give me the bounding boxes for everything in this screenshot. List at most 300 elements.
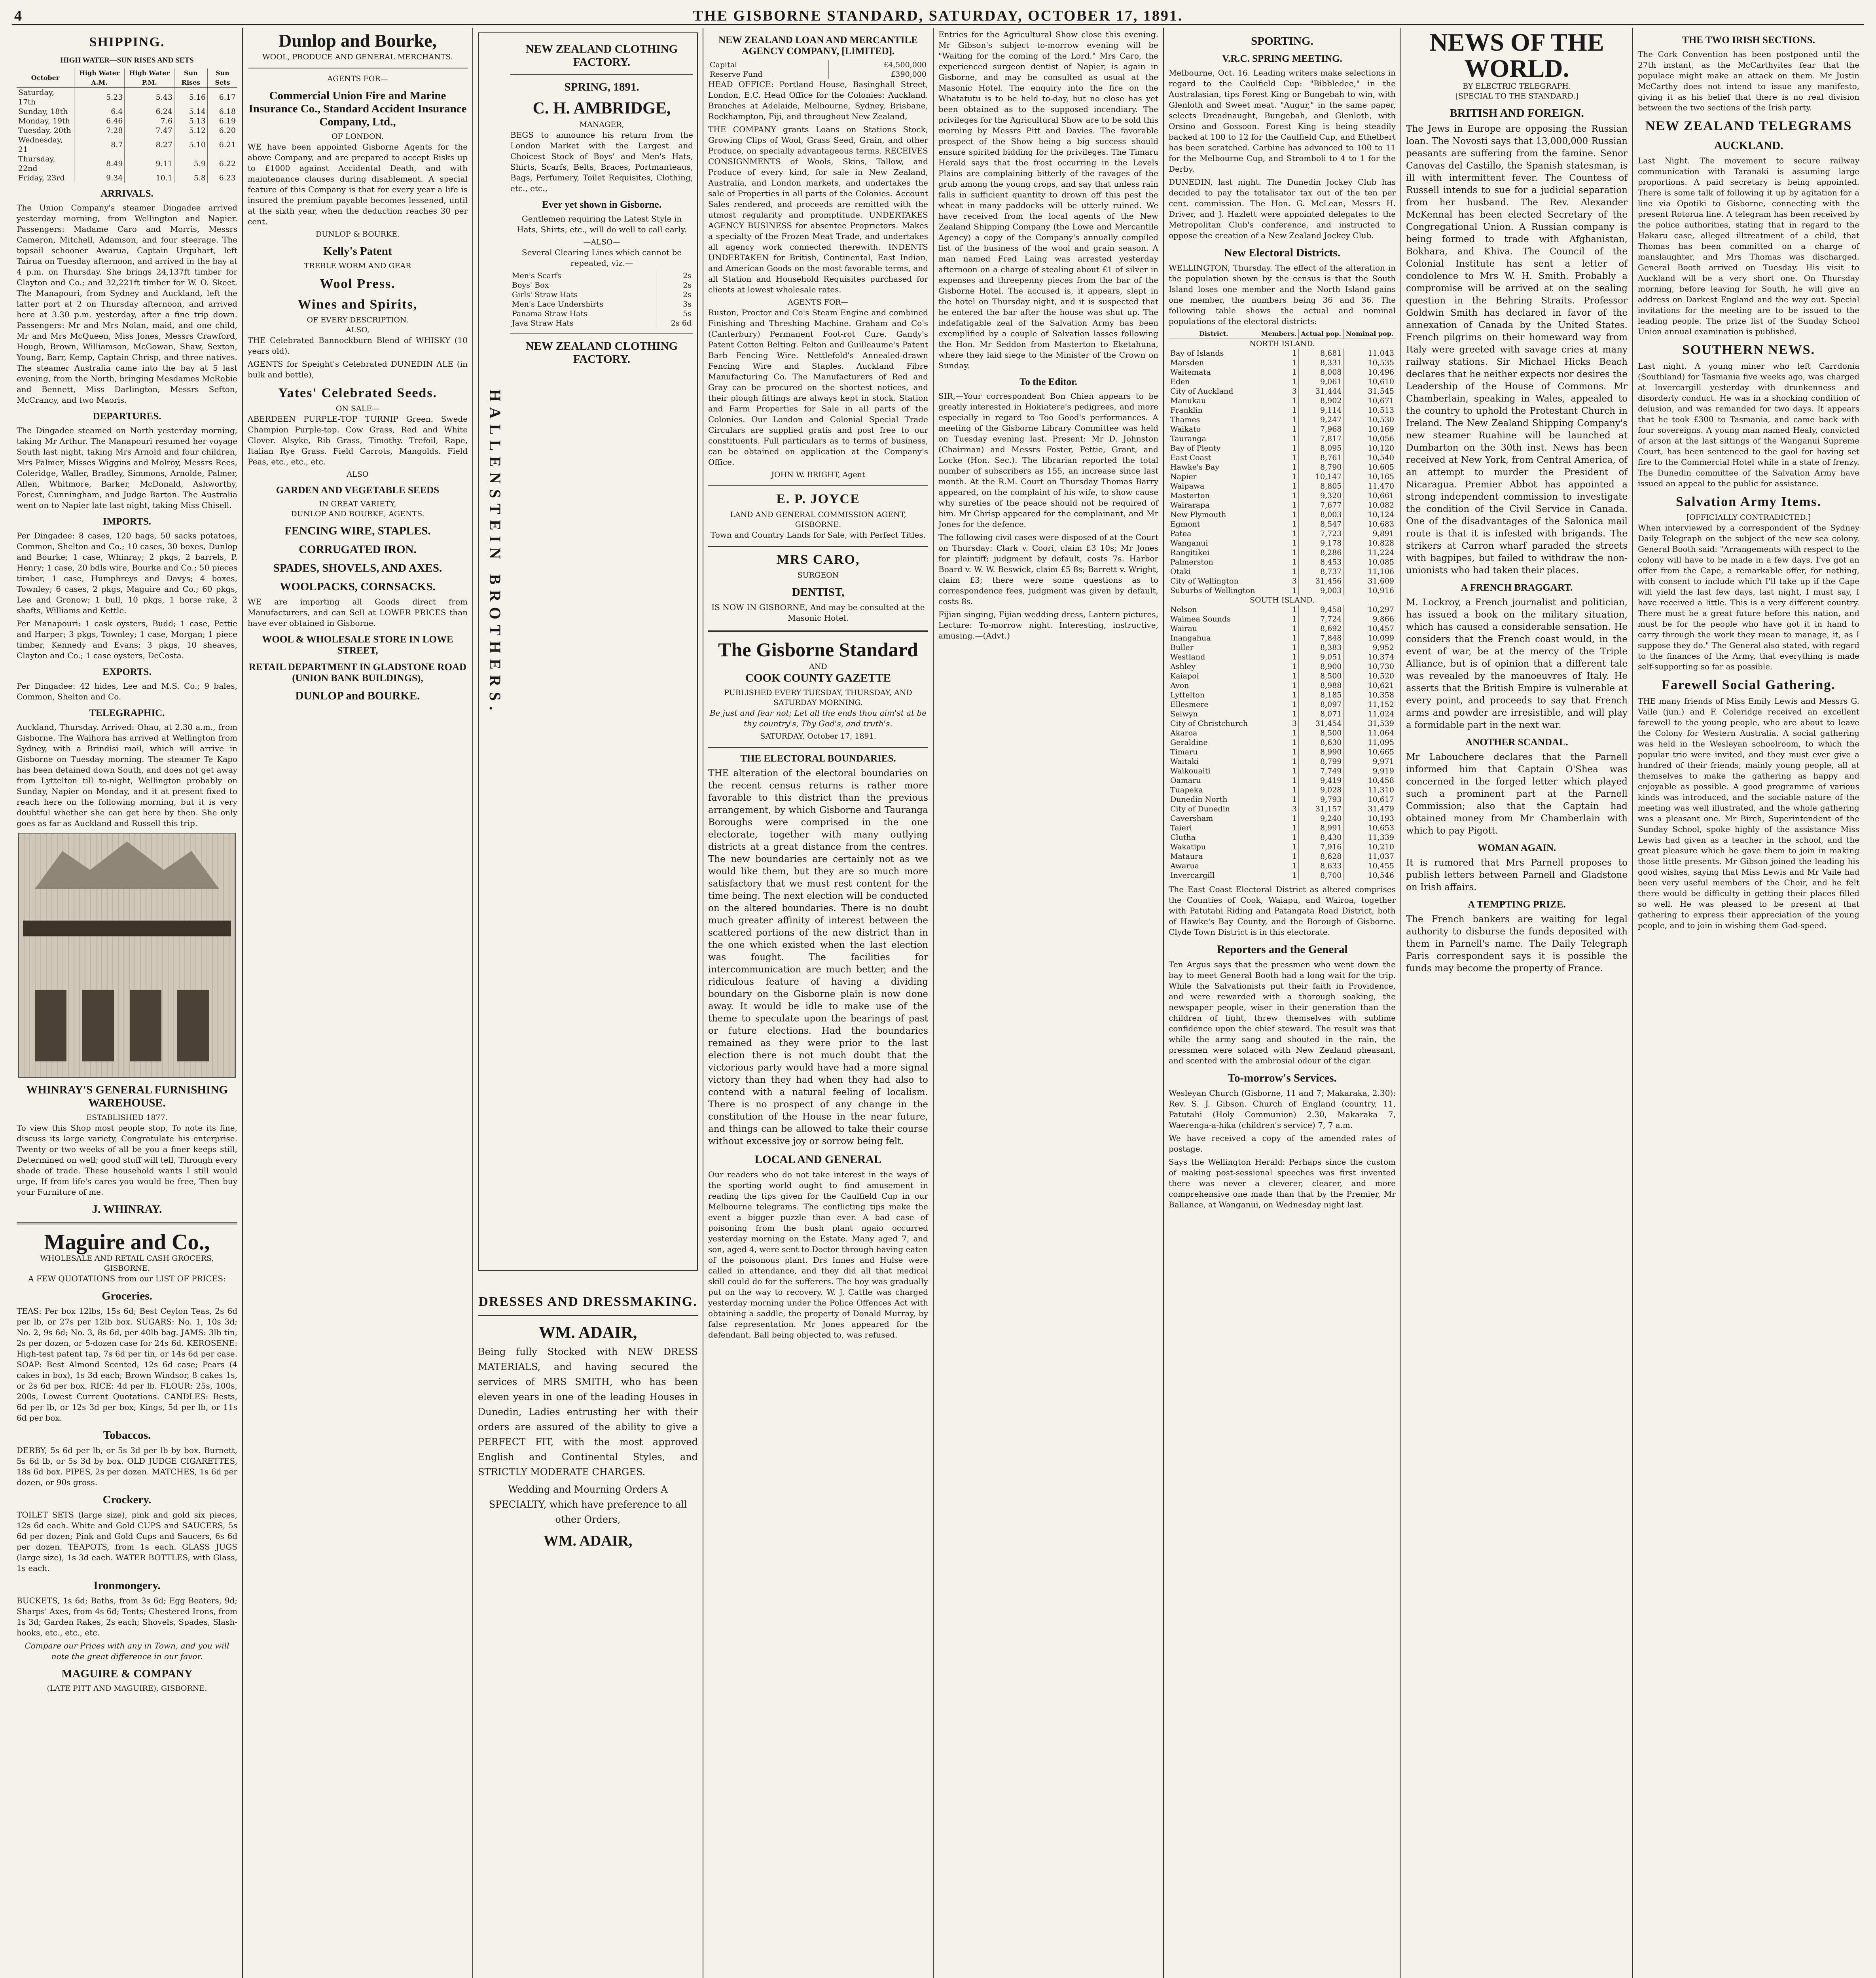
ambridge-text: BEGS to announce his return from the London Market with the Largest and Choicest Stock of Boys' and Men's Hats, Shirts, Scarfs, Belts, Braces, Portmanteaus, Bags, Perfumery, Toilet Requisites, Clothing, etc., etc., xyxy=(510,130,693,193)
table-cell: 10,916 xyxy=(1368,586,1394,595)
nz-telegrams-heading: NEW ZEALAND TELEGRAMS xyxy=(1645,119,1852,133)
table-cell: 5.10 xyxy=(174,135,207,154)
table-cell: 8,071 xyxy=(1299,709,1344,719)
table-cell: 1 xyxy=(1259,472,1298,481)
farewell-heading: Farewell Social Gathering. xyxy=(1662,678,1836,692)
corrugated-heading: CORRUGATED IRON. xyxy=(299,543,417,556)
column-3 xyxy=(472,28,703,1978)
table-cell: 9,320 xyxy=(1299,491,1344,500)
table-cell: 8,902 xyxy=(1299,396,1344,405)
table-cell: 1 xyxy=(1259,462,1298,472)
table-cell: Waimea Sounds xyxy=(1169,614,1259,624)
table-row xyxy=(17,135,237,154)
published-line: PUBLISHED EVERY TUESDAY, THURSDAY, AND SATURDAY MORNING. xyxy=(724,688,912,707)
table-cell: 1 xyxy=(1259,434,1298,443)
table-cell: 5.9 xyxy=(174,154,207,173)
agents-for-label: AGENTS FOR— xyxy=(788,298,849,307)
table-cell: 10,617 xyxy=(1368,795,1394,804)
table-cell: 2s xyxy=(683,281,692,290)
table-row xyxy=(17,126,237,135)
table-row xyxy=(1169,424,1396,434)
table-cell: 10,099 xyxy=(1368,634,1394,642)
by-telegraph: BY ELECTRIC TELEGRAPH. xyxy=(1463,82,1571,91)
maguire-heading: Maguire and Co., xyxy=(44,1230,210,1254)
table-cell: 8,500 xyxy=(1299,671,1344,681)
table-cell: 1 xyxy=(1259,605,1298,614)
wines-subheading: OF EVERY DESCRIPTION. xyxy=(307,316,409,324)
table-row xyxy=(510,299,693,309)
table-cell: City of Christchurch xyxy=(1169,719,1259,728)
whisky-text: THE Celebrated Bannockburn Blend of WHISKY (10 years old). xyxy=(248,335,468,356)
table-cell: 10,455 xyxy=(1368,862,1394,870)
to-editor-heading: To the Editor. xyxy=(1019,377,1078,387)
table-cell: 9,891 xyxy=(1372,529,1394,538)
compare-note: Compare our Prices with any in Town, and you will note the great difference in our favor. xyxy=(25,1641,229,1661)
wellington-herald-text: Says the Wellington Herald: Perhaps since the custom of making post-sessional speeches was first invented there was never a cleverer, clearer, and more comprehensive one made than that by the Premier, Mr Ballance, at Wanganui, on Wednesday night last. xyxy=(1169,1157,1396,1209)
table-row xyxy=(1169,842,1396,852)
table-row xyxy=(1169,576,1396,586)
seeds-text: ABERDEEN PURPLE-TOP TURNIP Green. Swede Champion Purple-top. Cow Grass, Red and White Clover. Alsyke, Rib Grass, Timothy. Trefoil, Rape, Italian Rye Grass. Field Carrots, Mangolds. Field Peas, etc., etc., etc. xyxy=(248,414,468,466)
table-cell: 6.20 xyxy=(219,126,236,135)
commercial-union-heading: Commercial Union Fire and Marine Insurance Co., Standard Accident Insurance Company, Ltd., xyxy=(248,89,467,128)
tide-header-cell: High Water A.M. xyxy=(74,68,125,88)
table-cell: 10,730 xyxy=(1368,662,1394,671)
arrivals-heading: ARRIVALS. xyxy=(100,188,153,199)
table-cell: Palmerston xyxy=(1169,557,1259,567)
importing-text: WE are importing all Goods direct from Manufacturers, and can Sell at LOWER PRICES than have ever obtained in Gisborne. xyxy=(248,597,468,628)
table-cell: Napier xyxy=(1169,472,1259,481)
table-row xyxy=(1169,652,1396,662)
exports-text: Per Dingadee: 42 hides, Lee and M.S. Co.; 9 bales, Common, Shelton and Co. xyxy=(17,681,237,701)
table-cell: 10,120 xyxy=(1368,444,1394,453)
table-cell: 8,633 xyxy=(1299,861,1344,871)
table-cell: Franklin xyxy=(1169,405,1259,415)
services-text: Wesleyan Church (Gisborne, 11 and 7; Makaraka, 2.30): Rev. S. J. Gibson. Church of England (country, 11, Patutahi (Holy Communion) 2.30, Makaraka 7, Waerenga-a-hika (children's service) 7, 7 a.m. xyxy=(1169,1088,1396,1130)
table-cell: 1 xyxy=(1259,548,1298,557)
table-row xyxy=(1169,871,1396,880)
table-cell: 5.23 xyxy=(74,88,125,107)
table-row xyxy=(1169,538,1396,548)
table-cell: 10,665 xyxy=(1368,748,1394,756)
table-cell: 3 xyxy=(1259,719,1298,728)
column-4 xyxy=(703,28,933,1978)
table-cell: Caversham xyxy=(1169,814,1259,823)
table-cell: 10,297 xyxy=(1368,605,1394,614)
table-row xyxy=(17,173,237,183)
table-cell: Bay of Plenty xyxy=(1169,443,1259,453)
table-cell: 11,310 xyxy=(1368,786,1394,794)
table-cell: 8,692 xyxy=(1299,624,1344,633)
table-cell: 11,024 xyxy=(1368,710,1394,718)
table-cell: Friday, 23rd xyxy=(17,173,74,183)
table-row xyxy=(510,309,693,318)
table-cell: 1 xyxy=(1259,481,1298,491)
table-row xyxy=(1169,833,1396,842)
fiji-notice: Fijian singing, Fijian wedding dress, Lantern pictures, Lecture: To-morrow night. Interesting, instructive, amusing.—(Advt.) xyxy=(938,610,1158,640)
table-cell: 1 xyxy=(1259,738,1298,747)
retail-dept-heading: RETAIL DEPARTMENT IN GLADSTONE ROAD (UNION BANK BUILDINGS), xyxy=(248,662,467,684)
table-cell: Waikouaiti xyxy=(1169,766,1259,776)
table-row xyxy=(1169,852,1396,861)
table-row xyxy=(510,271,693,280)
tobaccos-text: DERBY, 5s 6d per lb, or 5s 3d per lb by box. Burnett, 5s 6d lb, or 5s 3d by box. OLD JUDGE CIGARETTES, 18s 6d box. PIPES, 2s per dozen. MATCHES, 1s 6d per dozen, or 90s gross. xyxy=(17,1446,237,1487)
table-cell: 5.8 xyxy=(174,173,207,183)
maguire-intro: A FEW QUOTATIONS from our LIST OF PRICES: xyxy=(28,1274,226,1283)
table-cell: 8,185 xyxy=(1299,690,1344,700)
table-cell: 10,374 xyxy=(1368,653,1394,661)
table-row xyxy=(1169,766,1396,776)
table-row xyxy=(1169,548,1396,557)
table-cell: 8,628 xyxy=(1299,852,1344,861)
column-7 xyxy=(1400,28,1632,1978)
table-cell: Rangitikei xyxy=(1169,548,1259,557)
table-cell: Eden xyxy=(1169,377,1259,387)
table-cell: 9,061 xyxy=(1299,377,1344,387)
southern-news-text: Last night. A young miner who left Carrdonia (Southland) for Tasmania five weeks ago, was charged at Invercargill yesterday with drunkenness and disorderly conduct. He was in a shocking condition of delusion, and was remanded for two days. It appears that he took £300 to Tasmania, and came back with four sovereigns. A young man named Healy, convicted of arson at the last sittings of the Wanganui Supreme Court, has been sentenced to the gaol for having set fire to the Commercial Hotel while in a state of frenzy. The Dunedin committee of the Salvation Army have issued an appeal to the public for assistance. xyxy=(1638,361,1859,488)
table-cell: 1 xyxy=(1259,519,1298,529)
telegraphic-text: Auckland, Thursday. Arrived: Ohau, at 2.30 a.m., from Gisborne. The Waihora has arrived at Wellington from Sydney, with a Brindisi mail, which will arrive in Gisborne on Tuesday morning. The steamer Te Kapo has been detained down South, and does not get away from Lyttelton till to-night, Wellington probably on Sunday, Napier on Monday, and it at present fixed to reach here on the following morning, but it is very doubtful whether she can get here by then. She only goes as far as Auckland and Russell this trip. xyxy=(17,722,237,828)
table-cell: 10,605 xyxy=(1368,463,1394,472)
table-cell: 10,540 xyxy=(1368,453,1394,462)
table-cell: 10,530 xyxy=(1368,415,1394,424)
table-cell: 6.4 xyxy=(74,107,125,116)
table-cell: 11,106 xyxy=(1368,567,1394,576)
tide-header-cell: Sun Rises xyxy=(174,68,207,88)
table-row xyxy=(1169,462,1396,472)
clearing-price-list xyxy=(510,271,693,328)
vrc-heading: V.R.C. SPRING MEETING. xyxy=(1222,53,1342,64)
table-cell: 2s 6d xyxy=(671,319,692,328)
table-cell: 9,003 xyxy=(1299,586,1344,595)
table-row xyxy=(17,88,237,107)
exports-heading: EXPORTS. xyxy=(102,667,152,677)
table-cell: 1 xyxy=(1259,861,1298,871)
table-cell: City of Dunedin xyxy=(1169,804,1259,814)
whinray-established: ESTABLISHED 1877. xyxy=(86,1113,168,1122)
table-cell: Boys' Box xyxy=(510,280,656,290)
table-cell: Wanganui xyxy=(1169,538,1259,548)
table-cell: 31,157 xyxy=(1299,804,1344,814)
table-cell: 9.11 xyxy=(125,154,174,173)
woman-again-text: It is rumored that Mrs Parnell proposes to publish letters between Parnell and Gladstone on Irish affairs. xyxy=(1406,858,1628,892)
table-cell: 8,286 xyxy=(1299,548,1344,557)
salvation-army-heading: Salvation Army Items. xyxy=(1676,494,1821,509)
table-cell: 1 xyxy=(1259,453,1298,462)
table-row xyxy=(1169,614,1396,624)
table-row xyxy=(1169,358,1396,368)
local-notices-text: Entries for the Agricultural Show close this evening. Mr Gibson's subject to-morrow evening will be "Waiting for the coming of the Lord." Mrs Caro, the experienced surgeon dentist of Napier, is again in Gisborne, and may be consulted as usual at the Masonic Hotel. The enquiry into the fire on the Whatatutu is to be held to-day, but no close has yet been obtained as to the supposed incendiary. The privileges for the Agricultural Show are to be sold this morning by Messrs Pitt and Davies. The favorable prospect of the Show being a big success should ensure spirited bidding for the privileges. The Timaru Herald says that the frost occurring in the Levels Plains are complaining bitterly of the ravages of the grub among the young crops, and say that unless rain falls in sufficient quantity to drown off this pest the wheat in many paddocks will be utterly ruined. We have received from the local agents of the New Zealand Shipping Company (the Lowe and Mercantile Agency) a copy of the Company's annually compiled list of the business of the wool and grain season. A man named Fred Laing was arrested yesterday afternoon on a charge of stealing about £1 of silver in expenses and threepenny pieces from the bar of the Gisborne Hotel. The accused is, it appears, slept in the hotel on Thursday night, and it is suspected that he entered the bar after the house was shut up. The indefatigable zeal of the Salvation Army has been exemplified by a couple of Salvation lasses following the Hon. Mr Seddon from Masterton to Eketahuna, where they laid siege to the Minister of the Crown on Sunday. xyxy=(938,30,1158,370)
table-cell: 7,723 xyxy=(1299,529,1344,538)
table-cell: Otaki xyxy=(1169,567,1259,576)
adair-signature: WM. ADAIR, xyxy=(543,1533,633,1549)
table-cell: 7,724 xyxy=(1299,614,1344,624)
table-cell: 6.21 xyxy=(219,140,236,149)
table-cell: 9,419 xyxy=(1299,776,1344,785)
local-general-heading: LOCAL AND GENERAL xyxy=(754,1153,882,1166)
table-cell: 10,653 xyxy=(1368,824,1394,832)
table-row xyxy=(1169,519,1396,529)
table-cell: 10,513 xyxy=(1368,406,1394,415)
special-to-standard: [SPECIAL TO THE STANDARD.] xyxy=(1455,92,1578,100)
tide-table xyxy=(17,68,237,183)
page-title: THE GISBORNE STANDARD, SATURDAY, OCTOBER 17, 1891. xyxy=(693,8,1183,24)
table-cell: 11,470 xyxy=(1368,482,1394,491)
also-label: ALSO, xyxy=(346,326,370,334)
table-row xyxy=(510,280,693,290)
page-number: 4 xyxy=(14,8,22,24)
table-cell: 7,749 xyxy=(1299,766,1344,776)
vertical-hallenstein-label: HALLENSTEIN BROTHERS. xyxy=(486,389,504,716)
table-cell: 5s xyxy=(683,309,692,318)
table-cell: 1 xyxy=(1259,785,1298,795)
table-row xyxy=(1169,415,1396,424)
new-electoral-heading: New Electoral Districts. xyxy=(1224,246,1340,259)
table-cell: 8.49 xyxy=(74,154,125,173)
table-cell: Bay of Islands xyxy=(1169,349,1259,358)
table-cell: Ashley xyxy=(1169,662,1259,671)
table-cell: 10,165 xyxy=(1368,472,1394,481)
table-row xyxy=(1169,814,1396,823)
table-cell: 1 xyxy=(1259,415,1298,424)
column-8 xyxy=(1632,28,1864,1978)
table-cell: 10,358 xyxy=(1368,691,1394,699)
table-cell: 10,124 xyxy=(1368,510,1394,519)
table-row xyxy=(1169,633,1396,643)
caro-text: IS NOW IN GISBORNE, And may be consulted at the Masonic Hotel. xyxy=(711,602,925,623)
table-cell: 31,456 xyxy=(1299,576,1344,586)
table-cell: 7,916 xyxy=(1299,842,1344,852)
table-cell: 1 xyxy=(1259,624,1298,633)
table-cell: 1 xyxy=(1259,557,1298,567)
vrc-text: Melbourne, Oct. 16. Leading writers make selections in regard to the Caulfield Cup: "Bibbledee," in the Australasian, tips Forest King or Bungebah to win, with Glenloth and Sweet meat. "Augur," in the same paper, selects Dreadnaught, Bungebah, and Glenloth, with Orsino and Gossoon. Forest King is being steadily backed at 100 to 12 for the Caulfield Cup, and Ethelbert has been scratched. Carbine has advanced to 100 to 11 for the Melbourne Cup, and Stromboli to 4 to 1 for the Derby. xyxy=(1169,68,1396,174)
table-cell: 7,677 xyxy=(1299,500,1344,510)
table-cell: Capital xyxy=(708,60,828,70)
table-cell: 1 xyxy=(1259,833,1298,842)
column-6 xyxy=(1163,28,1400,1978)
table-cell: 1 xyxy=(1259,795,1298,804)
table-row xyxy=(708,60,928,70)
french-braggart-heading: A FRENCH BRAGGART. xyxy=(1461,582,1573,593)
table-cell: Avon xyxy=(1169,681,1259,690)
table-row xyxy=(1169,453,1396,462)
table-cell: 8,500 xyxy=(1299,728,1344,738)
table-cell: 3 xyxy=(1259,387,1298,396)
table-cell: 1 xyxy=(1259,662,1298,671)
to-editor-text: SIR,—Your correspondent Bon Chien appears to be greatly interested in Hokiatere's pedigrees, and more especially in regard to Too Good's performances. A meeting of the Gisborne Library Committee was held on Tuesday evening last. Present: Mr D. Johnston (Chairman) and Messrs Foster, Pettie, Grant, and Locke (Hon. Sec.). The librarian reported the total number of subscribers as 155, an increase since last month. At the R.M. Court on Thursday Thomas Barry appeared, on the complaint of his wife, to show cause why sureties of the peace should not be required of him. Mr Chrisp appeared for the complainant, and Mr Jones for the defence. xyxy=(938,391,1158,529)
table-cell: 6.17 xyxy=(219,93,236,102)
table-cell: Wairau xyxy=(1169,624,1259,633)
table-cell: 1 xyxy=(1259,643,1298,652)
ambridge-ever: Ever yet shown in Gisborne. xyxy=(542,199,661,210)
table-cell: 10,610 xyxy=(1368,377,1394,386)
spades-heading: SPADES, SHOVELS, AND AXES. xyxy=(273,562,442,574)
auckland-heading: AUCKLAND. xyxy=(1714,139,1783,152)
table-cell: 8,453 xyxy=(1299,557,1344,567)
whinray-heading: WHINRAY'S GENERAL FURNISHING WAREHOUSE. xyxy=(26,1084,228,1109)
adair-wedding: Wedding and Mourning Orders A SPECIALTY, which have preference to all other Orders, xyxy=(489,1484,687,1525)
table-cell: Lyttelton xyxy=(1169,690,1259,700)
another-scandal-heading: ANOTHER SCANDAL. xyxy=(1465,737,1568,748)
table-cell: 1 xyxy=(1259,424,1298,434)
table-row xyxy=(1169,861,1396,871)
table-cell: 6.23 xyxy=(219,174,236,182)
table-cell: 10,147 xyxy=(1299,472,1344,481)
bright-signature: JOHN W. BRIGHT, Agent xyxy=(771,470,865,479)
table-cell: 8,805 xyxy=(1299,481,1344,491)
table-cell: 11,339 xyxy=(1368,833,1394,842)
table-cell: 10,169 xyxy=(1368,425,1394,434)
table-row xyxy=(1169,396,1396,405)
electorate-header-cell: District. xyxy=(1169,329,1259,339)
table-cell: Monday, 19th xyxy=(17,116,74,126)
electoral-boundaries-heading: THE ELECTORAL BOUNDARIES. xyxy=(740,753,896,764)
imports-text-2: Per Manapouri: 1 cask oysters, Budd; 1 case, Pettie and Harper; 3 pkgs, Townley; 1 case, Morgan; 1 piece timber, Kennedy and Evans; 3 pkgs, 10 sheaves, Clayton and Co.; 1 case oysters, DeCosta. xyxy=(17,619,237,660)
table-cell: 1 xyxy=(1259,700,1298,709)
tide-header-cell: High Water P.M. xyxy=(125,68,174,88)
table-cell: 10,661 xyxy=(1368,491,1394,500)
dunlop-bourke-agents: DUNLOP AND BOURKE, AGENTS. xyxy=(291,510,424,518)
table-cell: Geraldine xyxy=(1169,738,1259,747)
table-cell: 9,952 xyxy=(1372,643,1394,652)
table-cell: 1 xyxy=(1259,842,1298,852)
table-cell: 1 xyxy=(1259,368,1298,377)
ambridge-manager: MANAGER, xyxy=(579,120,624,129)
table-cell: 10,210 xyxy=(1368,843,1394,851)
table-cell: 8,383 xyxy=(1299,643,1344,652)
table-cell: Waipawa xyxy=(1169,481,1259,491)
table-row xyxy=(1169,709,1396,719)
dunlop-bourke-subheading: WOOL, PRODUCE AND GENERAL MERCHANTS. xyxy=(262,53,453,61)
table-cell: Masterton xyxy=(1169,491,1259,500)
table-cell: 8,988 xyxy=(1299,681,1344,690)
table-cell: 1 xyxy=(1259,823,1298,833)
of-london: OF LONDON. xyxy=(332,132,384,141)
table-cell: 8,003 xyxy=(1299,510,1344,519)
table-row xyxy=(1169,481,1396,491)
on-sale-label: ON SALE— xyxy=(335,404,380,413)
table-cell: 9,866 xyxy=(1372,615,1394,623)
table-cell: 31,444 xyxy=(1299,387,1344,396)
ambridge-clearing: Several Clearing Lines which cannot be repeated, viz.— xyxy=(521,248,682,268)
table-cell: 9,240 xyxy=(1299,814,1344,823)
table-cell: 11,224 xyxy=(1368,548,1394,557)
masthead xyxy=(12,6,1864,25)
fencing-heading: FENCING WIRE, STAPLES. xyxy=(284,525,431,537)
table-cell: 31,539 xyxy=(1368,719,1394,728)
tempting-prize-text: The French bankers are waiting for legal authority to disburse the funds deposited with them in Parnell's name. The Daily Telegraph Paris correspondent says it is possible the funds may become the property of France. xyxy=(1406,914,1628,974)
imports-heading: IMPORTS. xyxy=(102,516,152,527)
joyce-subheading: LAND AND GENERAL COMMISSION AGENT, GISBORNE. xyxy=(730,510,906,529)
table-cell: Mataura xyxy=(1169,852,1259,861)
wool-press-heading: Wool Press. xyxy=(320,277,396,291)
ambridge-gentlemen: Gentlemen requiring the Latest Style in Hats, Shirts, etc., will do well to call early. xyxy=(517,214,687,234)
shipping-heading: SHIPPING. xyxy=(89,35,165,49)
table-cell: Hawke's Bay xyxy=(1169,462,1259,472)
table-cell: 8,331 xyxy=(1299,358,1344,368)
table-row xyxy=(1169,349,1396,358)
table-cell: Westland xyxy=(1169,652,1259,662)
table-cell: 8,095 xyxy=(1299,443,1344,453)
table-row xyxy=(510,290,693,299)
table-cell: 10,671 xyxy=(1368,396,1394,405)
table-cell: Waikato xyxy=(1169,424,1259,434)
table-cell: 2s xyxy=(683,271,692,280)
table-row xyxy=(1169,510,1396,519)
agents-label: AGENTS FOR— xyxy=(327,74,388,83)
table-cell: Tauranga xyxy=(1169,434,1259,443)
groceries-heading: Groceries. xyxy=(102,1290,152,1302)
table-cell: 10,193 xyxy=(1368,814,1394,823)
adair-heading: WM. ADAIR, xyxy=(538,1324,637,1342)
table-cell: 7.6 xyxy=(125,116,174,126)
tobaccos-heading: Tobaccos. xyxy=(103,1429,151,1442)
table-cell: Clutha xyxy=(1169,833,1259,842)
table-cell: 10,828 xyxy=(1368,539,1394,548)
dunlop-bourke-heading: Dunlop and Bourke, xyxy=(278,30,437,51)
spring-label: SPRING, 1891. xyxy=(564,81,639,93)
table-row xyxy=(1169,690,1396,700)
table-row xyxy=(1169,728,1396,738)
table-cell: 1 xyxy=(1259,500,1298,510)
services-heading: To-morrow's Services. xyxy=(1228,1072,1337,1084)
table-cell: Oamaru xyxy=(1169,776,1259,785)
whinray-signature: J. WHINRAY. xyxy=(92,1203,162,1216)
table-row xyxy=(1169,472,1396,481)
imports-text: Per Dingadee: 8 cases, 120 bags, 50 sacks potatoes, Common, Shelton and Co.; 10 cases, 30 boxes, Dunlop and Bourke; 1 case, Whinray; 2 pkgs, 2 barrels, P. Henry; 1 case, 20 bdls wire, Bourke and Co.; 50 pieces timber, 1 case, Humphreys and Davys; 4 boxes, Townley; 6 cases, 2 pkgs, Maguire and Co.; 60 pkgs, Lee and Gronow; 1 bull, 10 pkgs, 1 horse rake, 2 shafts, Williams and Kettle. xyxy=(17,531,237,615)
table-cell: 8,630 xyxy=(1299,738,1344,747)
table-row xyxy=(1169,681,1396,690)
electorate-header-cell: Members. xyxy=(1259,329,1298,339)
table-row xyxy=(1169,387,1396,396)
table-cell: 8,900 xyxy=(1299,662,1344,671)
table-cell: 9,793 xyxy=(1299,795,1344,804)
table-cell: 8,761 xyxy=(1299,453,1344,462)
table-cell: 5.16 xyxy=(174,88,207,107)
departures-text: The Dingadee steamed on North yesterday morning, taking Mr Arthur. The Manapouri resumed her voyage South last night, taking Mrs Arnold and four children, Mrs Palmer, Misses Wiggins and Molroy, Messrs Rees, Coleridge, Waller, Bradley, Simmons, Arnolde, Palmer, Allen, Whitmore, Barker, McDonald, Ashworthy, Forest, Cunningham, and Judge Barton. The Australia went on to Napier late last night, taking Miss Chisell. xyxy=(17,426,237,510)
another-scandal-text: Mr Labouchere declares that the Parnell informed him that Captain O'Shea was concerned in the forged letter which played such a prominent part at the Parnell Commission; also that the Captain had obtained money from Mr Chamberlain with which to pay Pigott. xyxy=(1406,752,1628,836)
table-cell: 11,037 xyxy=(1368,852,1394,861)
table-cell: Ellesmere xyxy=(1169,700,1259,709)
table-cell: Selwyn xyxy=(1169,709,1259,719)
table-cell: 10,520 xyxy=(1368,672,1394,680)
table-cell: 1 xyxy=(1259,709,1298,719)
nzlma-heading: NEW ZEALAND LOAN AND MERCANTILE AGENCY COMPANY, [LIMITED]. xyxy=(718,35,918,57)
table-cell: 11,152 xyxy=(1368,700,1394,709)
electorate-header-cell: Actual pop. xyxy=(1299,329,1344,339)
paper-subtitle: COOK COUNTY GAZETTE xyxy=(745,672,891,684)
paper-nameplate: The Gisborne Standard xyxy=(718,638,918,661)
table-cell: 9.34 xyxy=(74,173,125,183)
table-row xyxy=(1169,368,1396,377)
table-cell: 31,479 xyxy=(1368,805,1394,813)
table-cell: 9,971 xyxy=(1372,757,1394,766)
table-row xyxy=(1169,491,1396,500)
reporters-heading: Reporters and the General xyxy=(1217,943,1348,956)
table-cell: 8,700 xyxy=(1299,871,1344,880)
table-cell: City of Wellington xyxy=(1169,576,1259,586)
kelly-subheading: TREBLE WORM AND GEAR xyxy=(304,261,411,270)
irish-sections-text: The Cork Convention has been postponed until the 27th instant, as the McCarthyites fear that the populace might make an attack on them. Mr Justin McCarthy does not intend to issue any manifesto, giving it as his belief that there is no real division between the two sections of the Irish party. xyxy=(1638,49,1859,112)
table-cell: 6.22 xyxy=(219,159,236,168)
jockey-club-text: DUNEDIN, last night. The Dunedin Jockey Club has decided to pay the totalisator tax out of the ten per cent. commission. The Hon. G. McLean, Messrs H. Driver, and J. Hazlett were appointed delegates to the Metropolitan Club's conference, and instructed to oppose the creation of a New Zealand Jockey Club. xyxy=(1169,177,1396,240)
table-cell: 7.47 xyxy=(125,126,174,135)
wholesale-store-heading: WOOL & WHOLESALE STORE IN LOWE STREET, xyxy=(262,634,453,656)
table-cell: 1 xyxy=(1259,747,1298,757)
table-cell: 1 xyxy=(1259,681,1298,690)
table-cell: 5.14 xyxy=(174,107,207,116)
farewell-text: THE many friends of Miss Emily Lewis and Messrs G. Vaile (jun.) and F. Coleridge received an excellent farewell to the young people, who are about to leave the Colony for Western Australia. A social gathering was held in the Wesleyan schoolroom, to which the popular trio were invited, and they must ever give a hundred of their friends, mainly young people, all at themselves to make the gathering as happy and enjoyable as possible. A good programme of various kinds was introduced, and the sociable nature of the meeting was well illustrated, and the whole gathering was a pleasant one. Mr Birch, Superintendent of the Sunday School, spoke highly of the assistance Miss Lewis had given as a teacher in the school, and the great pleasure which he gave them to join in making those little presents. Mr Gibson joined the leading his good wishes, saying that Miss Lewis and Mr Vaile had been very useful members of the Choir, and he felt there would be difficulty in getting their places filled so well. He was pleased to be present at that gathering to express their appreciation of the young people, and to join in wishing them God-speed. xyxy=(1638,696,1859,930)
table-row xyxy=(1169,443,1396,453)
